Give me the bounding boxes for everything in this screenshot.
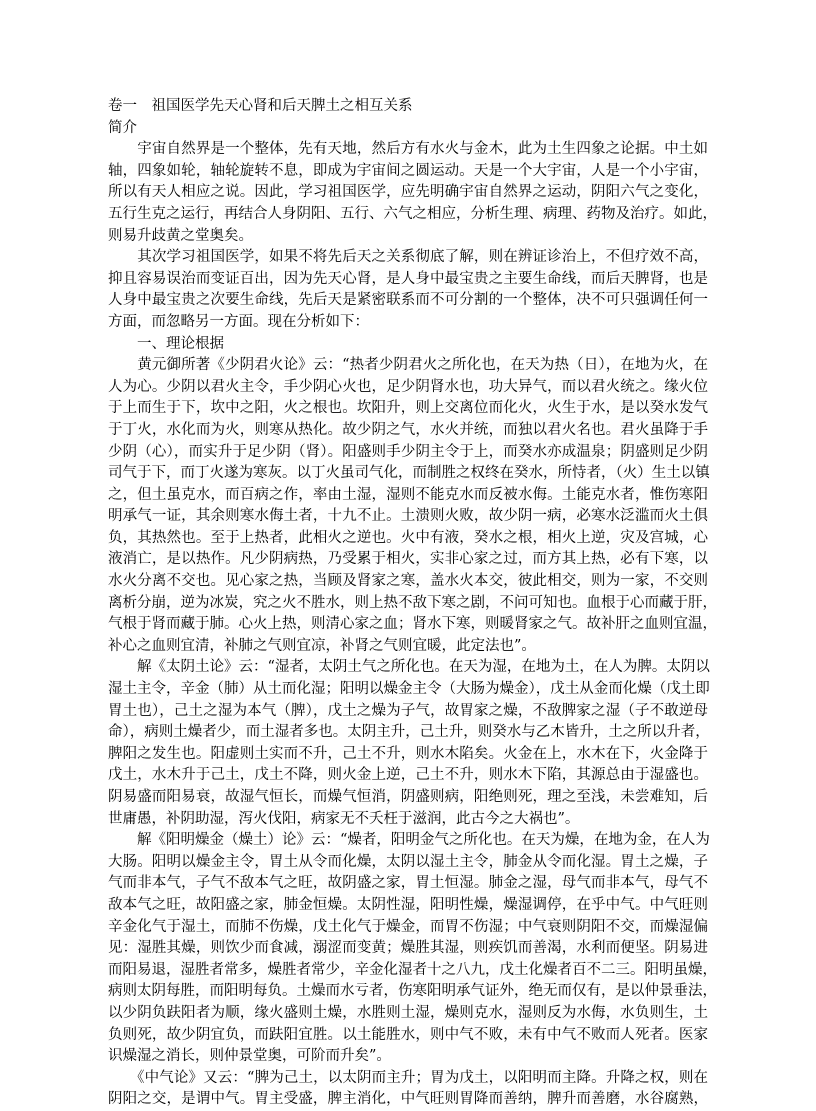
text-line: 阴阳之交，是谓中气。胃主受盛，脾主消化，中气旺则胃降而善纳，脾升而善磨，水谷腐熟， — [108, 1091, 708, 1108]
text-line: 气根于肾而藏于肺。心火上热，则清心家之血；肾水下寒，则暖肾家之气。故补肝之血则宜温， — [108, 616, 717, 633]
text-line: 戊土，水木升于己土，戊土不降，则火金上逆，己土不升，则水木下陷，其源总由于湿盛也。 — [108, 767, 708, 784]
text-line: 而阳易退，湿胜者常多，燥胜者常少，辛金化湿者十之八九，戊土化燥者百不二三。阳明虽燥， — [108, 961, 717, 978]
text-line: 少阴（心），而实升于足少阴（肾）。阳盛则手少阴主令于上，而癸水亦成温泉；阴盛则足少阴 — [108, 443, 708, 460]
text-line: 方面，而忽略另一方面。现在分析如下： — [108, 313, 369, 330]
text-line: 明承气一证，其余则寒水侮土者，十九不止。土溃则火败，故少阴一病，必寒水泛滥而火土俱 — [108, 508, 708, 525]
text-line: 人为心。少阴以君火主令，手少阴心火也，足少阴肾水也，功大异气，而以君火统之。缘火位 — [108, 378, 708, 395]
document-body — [108, 118, 717, 1111]
text-line: 液消亡，是以热作。凡少阴病热，乃受累于相火，实非心家之过，而方其上热，必有下寒，以 — [108, 551, 708, 568]
text-line: 离析分崩，逆为冰炭，究之火不胜水，则上热不敌下寒之剧，不问可知也。血根于心而藏于肝， — [108, 594, 717, 611]
text-line: 司气于下，而丁火遂为寒灰。以丁火虽司气化，而制胜之权终在癸水，所恃者，（火）生土以镇 — [108, 465, 710, 482]
text-line: 识燥湿之消长，则仲景堂奥，可阶而升矣”。 — [108, 1048, 391, 1065]
text-line: 《中气论》又云：“脾为己土，以太阴而主升；胃为戊土，以阳明而主降。升降之权，则在 — [108, 1069, 708, 1086]
text-line: 水火分离不交也。见心家之热，当顾及肾家之寒，盖水火本交，彼此相交，则为一家，不交则 — [108, 573, 708, 590]
text-line: 则易升歧黄之堂奥矣。 — [108, 227, 253, 244]
text-line: 其次学习祖国医学，如果不将先后天之关系彻底了解，则在辨证诊治上，不但疗效不高， — [108, 249, 708, 266]
text-line: 于上而生于下，坎中之阳，火之根也。坎阳升，则上交离位而化火，火生于水，是以癸水发气 — [108, 400, 708, 417]
document-title: 卷一 祖国医学先天心肾和后天脾土之相互关系 — [108, 98, 413, 114]
text-line: 轴，四象如轮，轴轮旋转不息，即成为宇宙间之圆运动。天是一个大宇宙，人是一个小宇宙， — [108, 162, 708, 179]
text-line: 之，但土虽克水，而百病之作，率由土湿，湿则不能克水而反被水侮。土能克水者，惟伤寒阳 — [108, 486, 708, 503]
text-line: 解《阳明燥金（燥土）论》云：“燥者，阳明金气之所化也。在天为燥，在地为金，在人为 — [108, 832, 710, 849]
text-line: 所以有天人相应之说。因此，学习祖国医学，应先明确宇宙自然界之运动，阴阳六气之变化， — [108, 184, 708, 201]
document-page — [108, 96, 717, 1111]
text-line: 抑且容易误治而变证百出，因为先天心肾，是人身中最宝贵之主要生命线，而后天脾肾，也是 — [108, 270, 708, 287]
text-line: 见：湿胜其燥，则饮少而食减，溺涩而变黄；燥胜其湿，则疾饥而善渴，水利而便坚。阴易进 — [108, 940, 708, 957]
text-line: 大肠。阳明以燥金主令，胃土从令而化燥，太阴以湿土主令，肺金从令而化湿。胃土之燥，子 — [108, 853, 708, 870]
text-line: 五行生克之运行，再结合人身阴阳、五行、六气之相应，分析生理、病理、药物及治疗。如此， — [108, 205, 717, 222]
text-line: 命），病则土燥者少，而土湿者多也。太阴主升，己土升，则癸水与乙木皆升，土之所以升者， — [108, 724, 710, 741]
text-line: 胃土也），己土之湿为本气（脾），戊土之燥为子气，故胃家之燥，不敌脾家之湿（子不敢逆母 — [108, 702, 708, 719]
text-line: 阴易盛而阳易衰，故湿气恒长，而燥气恒消，阴盛则病，阳绝则死，理之至浅，未尝难知，后 — [108, 789, 708, 805]
text-line: 负则死，故少阴宜负，而趺阳宜胜。以土能胜水，则中气不败，未有中气不败而人死者。医家 — [108, 1026, 708, 1043]
text-line: 敌本气之旺，故阳盛之家，肺金恒燥。太阴性湿，阳明性燥，燥湿调停，在乎中气。中气旺则 — [108, 896, 708, 913]
text-line: 负，其热然也。至于上热者，此相火之逆也。火中有液，癸水之根，相火上逆，灾及宫城，心 — [108, 529, 708, 546]
text-line: 世庸愚，补阴助湿，泻火伐阳，病家无不夭枉于滋润，此古今之大祸也”。 — [108, 810, 580, 827]
text-line: 湿土主令，辛金（肺）从土而化湿；阳明以燥金主令（大肠为燥金），戊土从金而化燥（戊土即 — [108, 681, 710, 698]
text-line: 补心之血则宜清，补肺之气则宜凉，补肾之气则宜暖，此定法也”。 — [108, 637, 536, 654]
text-line: 以少阴负趺阳者为顺，缘火盛则土燥，水胜则土湿，燥则克水，湿则反为水侮，水负则生，土 — [108, 1004, 708, 1021]
text-line: 简介 — [108, 119, 137, 136]
text-line: 辛金化气于湿土，而肺不伤燥，戊土化气于燥金，而胃不伤湿；中气衰则阴阳不交，而燥湿偏 — [108, 918, 708, 935]
text-line: 脾阳之发生也。阳虚则土实而不升，己土不升，则水木陷矣。火金在上，水木在下，火金降于 — [108, 745, 708, 762]
text-line: 一、理论根据 — [108, 335, 224, 352]
text-line: 于丁火，水化而为火，则寒从热化。故少阴之气，水火并统，而独以君火名也。君火虽降于手 — [108, 421, 708, 438]
text-line: 解《太阴土论》云：“湿者，太阴土气之所化也。在天为湿，在地为土，在人为脾。太阴以 — [108, 659, 710, 676]
text-line: 宇宙自然界是一个整体，先有天地，然后方有水火与金木，此为土生四象之论据。中土如 — [108, 141, 708, 158]
text-line: 气而非本气，子气不敌本气之旺，故阴盛之家，胃土恒湿。肺金之湿，母气而非本气，母气不 — [108, 875, 708, 892]
text-line: 人身中最宝贵之次要生命线，先后天是紧密联系而不可分割的一个整体，决不可只强调任何一 — [108, 292, 708, 309]
text-line: 黄元御所著《少阴君火论》云：“热者少阴君火之所化也，在天为热（日），在地为火，在 — [108, 357, 708, 374]
text-line: 病则太阴每胜，而阳明每负。土燥而水亏者，伤寒阳明承气证外，绝无而仅有，是以仲景垂法， — [108, 983, 717, 1000]
